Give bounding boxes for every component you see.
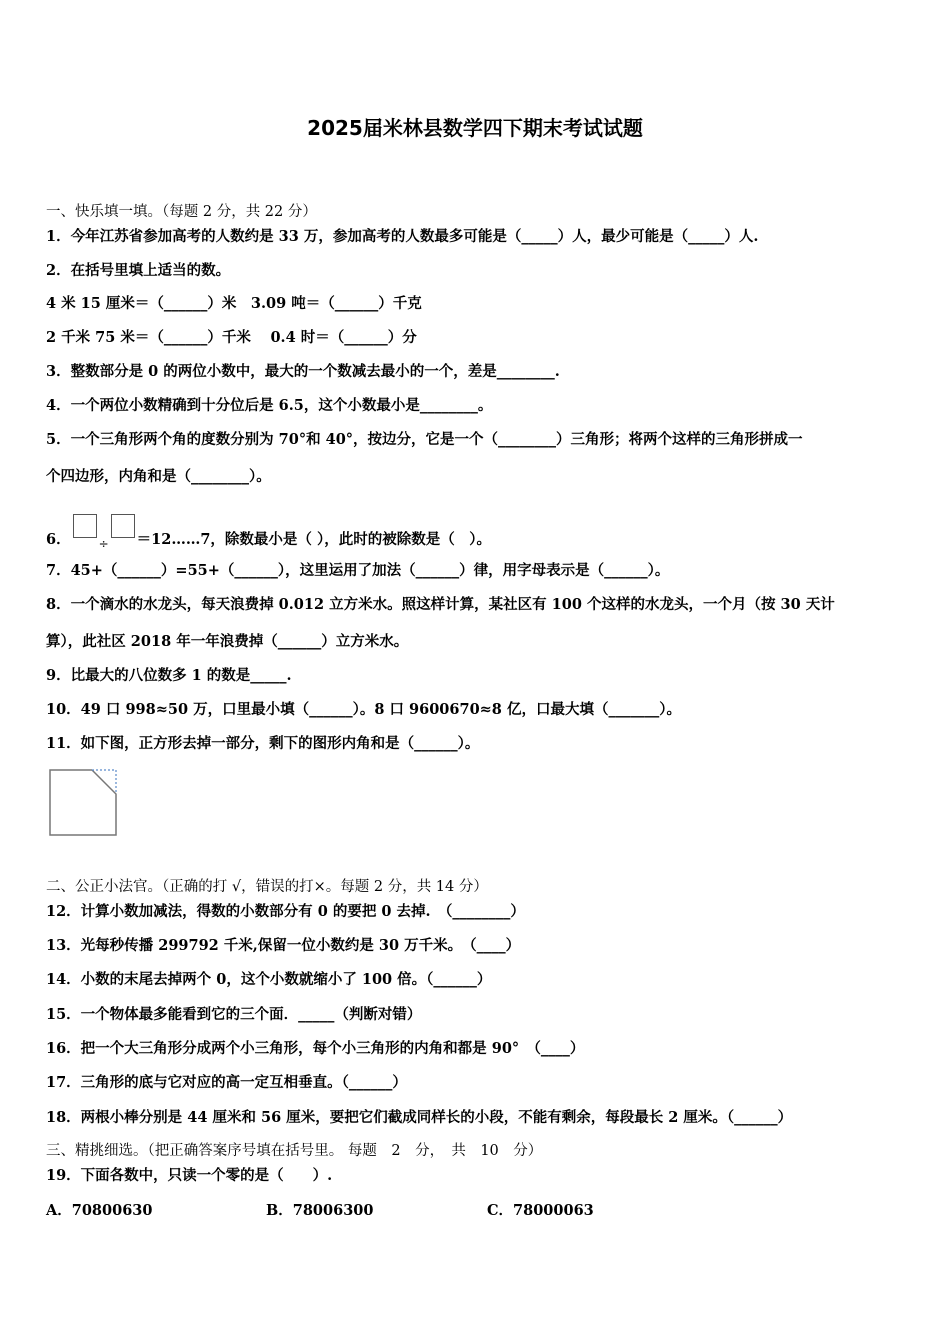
- question-2: 2．在括号里填上适当的数。: [46, 262, 231, 279]
- option-c: C．78000063: [487, 1202, 594, 1219]
- question-8-line-1: 8．一个滴水的水龙头，每天浪费掉 0.012 立方米水。照这样计算，某社区有 100 个这样的水龙头，一个月（按 30 天计: [46, 596, 835, 613]
- question-2-part-b: 2 千米 75 米＝（______）千米 0.4 时＝（______）分: [46, 329, 417, 346]
- question-19: 19．下面各数中，只读一个零的是（ ）.: [46, 1167, 333, 1184]
- question-9: 9．比最大的八位数多 1 的数是_____.: [46, 667, 292, 684]
- dividend-box: [73, 514, 97, 538]
- question-18: 18．两根小棒分别是 44 厘米和 56 厘米，要把它们截成同样长的小段，不能有剩余，每段最长 2 厘米。（______）: [46, 1109, 793, 1126]
- question-6-number: 6．: [46, 531, 71, 548]
- section-2-header: 二、公正小法官。（正确的打 √，错误的打×。每题 2 分，共 14 分）: [46, 879, 488, 895]
- divisor-box: [111, 514, 135, 538]
- question-3: 3．整数部分是 0 的两位小数中，最大的一个数减去最小的一个，差是________.: [46, 363, 560, 380]
- question-10: 10．49 口 998≈50 万，口里最小填（______）。8 口 9600670≈8 亿，口最大填（_______）。: [46, 701, 681, 718]
- section-1-header: 一、快乐填一填。（每题 2 分，共 22 分）: [46, 204, 317, 220]
- divide-sign: ÷: [98, 537, 109, 551]
- question-16: 16．把一个大三角形分成两个小三角形，每个小三角形的内角和都是 90° （____）: [46, 1040, 585, 1057]
- question-4: 4．一个两位小数精确到十分位后是 6.5，这个小数最小是________。: [46, 397, 493, 414]
- question-6-text: ＝12……7，除数最小是（ ），此时的被除数是（ ）。: [136, 531, 491, 548]
- question-6: [46, 514, 491, 554]
- question-8-line-2: 算），此社区 2018 年一年浪费掉（______）立方米水。: [46, 633, 409, 650]
- cut-square-figure: [48, 768, 120, 838]
- question-5-line-1: 5．一个三角形两个角的度数分别为 70°和 40°，按边分，它是一个（________）三角形；将两个这样的三角形拼成一: [46, 431, 803, 448]
- section-3-header: 三、精挑细选。（把正确答案序号填在括号里。 每题 2 分， 共 10 分）: [46, 1143, 543, 1159]
- question-14: 14．小数的末尾去掉两个 0，这个小数就缩小了 100 倍。（______）: [46, 971, 492, 988]
- question-15: 15．一个物体最多能看到它的三个面．_____（判断对错）: [46, 1006, 422, 1023]
- remaining-shape: [50, 770, 116, 835]
- question-1: 1．今年江苏省参加高考的人数约是 33 万，参加高考的人数最多可能是（_____）人，最少可能是（_____）人.: [46, 228, 759, 245]
- question-2-part-a: 4 米 15 厘米＝（______）米 3.09 吨＝（______）千克: [46, 295, 422, 312]
- page-title: 2025届米林县数学四下期末考试试题: [307, 116, 643, 140]
- question-11: 11．如下图，正方形去掉一部分，剩下的图形内角和是（______）。: [46, 735, 480, 752]
- question-19-options: [46, 1201, 646, 1221]
- question-17: 17．三角形的底与它对应的高一定互相垂直。（______）: [46, 1074, 407, 1091]
- question-12: 12．计算小数加减法，得数的小数部分有 0 的要把 0 去掉. （________）: [46, 903, 525, 920]
- question-7: 7．45+（______）=55+（______），这里运用了加法（______）律，用字母表示是（______）。: [46, 562, 670, 579]
- option-a: A．70800630: [46, 1202, 153, 1219]
- question-5-line-2: 个四边形，内角和是（________）。: [46, 468, 271, 485]
- question-13: 13．光每秒传播 299792 千米,保留一位小数约是 30 万千米。 （____）: [46, 937, 521, 954]
- option-b: B．78006300: [266, 1202, 374, 1219]
